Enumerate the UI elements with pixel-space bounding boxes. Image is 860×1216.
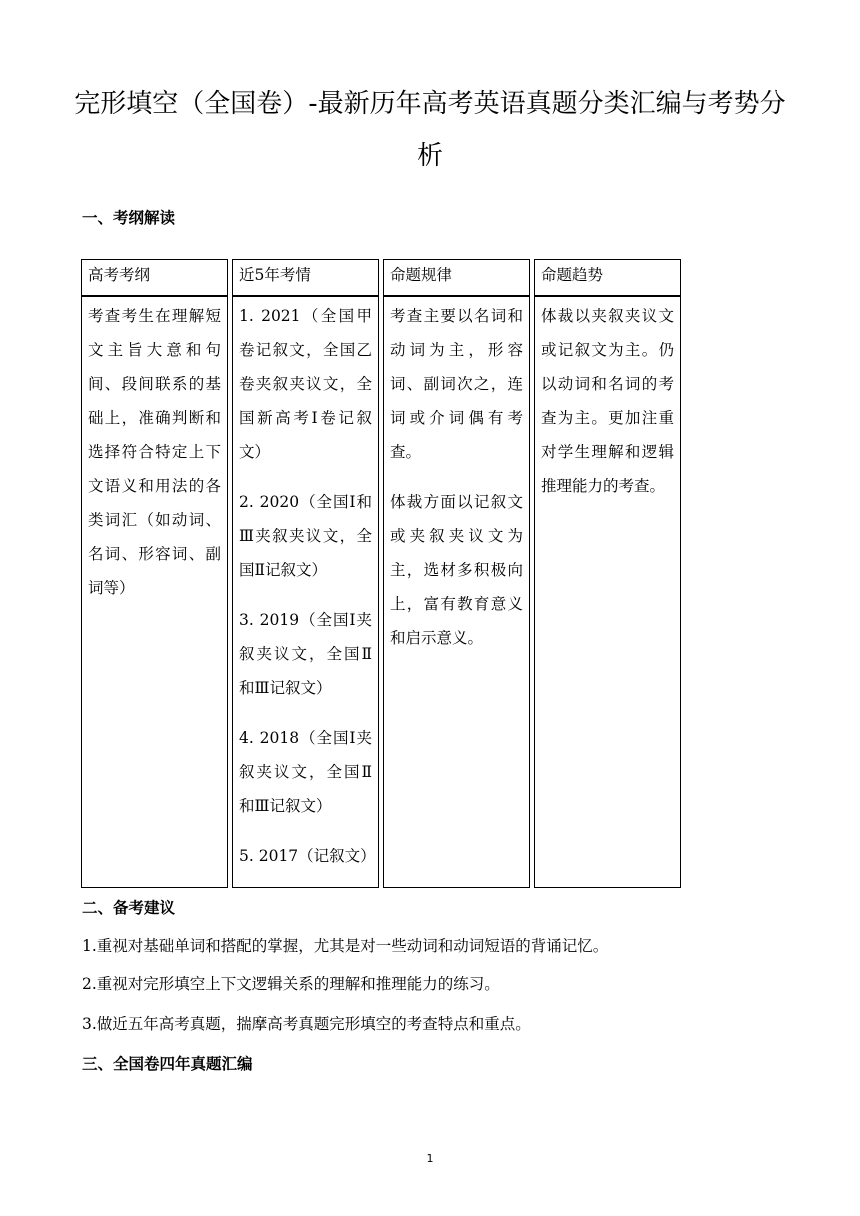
syllabus-text: 考查考生在理解短文主旨大意和句间、段间联系的基础上，准确判断和选择符合特定上下文语义和用法的各类词汇（如动词、名词、形容词、副词等） bbox=[88, 307, 221, 597]
table-header-cell: 近5年考情 bbox=[232, 259, 379, 296]
table-row bbox=[81, 296, 681, 888]
table-cell-syllabus bbox=[81, 296, 228, 888]
section-heading-past-papers: 三、全国卷四年真题汇编 bbox=[82, 1055, 253, 1073]
table-header-row bbox=[81, 259, 681, 296]
table-header-cell: 命题趋势 bbox=[534, 259, 681, 296]
document-title: 完形填空（全国卷）-最新历年高考英语真题分类汇编与考势分析 bbox=[74, 89, 786, 171]
table-cell-patterns bbox=[383, 296, 530, 888]
advice-item: 3.做近五年高考真题，揣摩高考真题完形填空的考查特点和重点。 bbox=[82, 1015, 531, 1033]
page-number: 1 bbox=[426, 1152, 434, 1165]
section-heading-outline: 一、考纲解读 bbox=[82, 209, 176, 227]
advice-item: 2.重视对完形填空上下文逻辑关系的理解和推理能力的练习。 bbox=[82, 975, 500, 993]
table-cell-trends bbox=[534, 296, 681, 888]
pattern-paragraph: 体裁方面以记叙文或夹叙夹议文为主，选材多积极向上，富有教育意义和启示意义。 bbox=[390, 493, 523, 647]
exam-year-item: 5. 2017（记叙文） bbox=[239, 847, 376, 865]
table-header-cell: 命题规律 bbox=[383, 259, 530, 296]
table-cell-recent-exams bbox=[232, 296, 379, 888]
section-heading-advice: 二、备考建议 bbox=[82, 899, 176, 917]
table-header-cell: 高考考纲 bbox=[81, 259, 228, 296]
exam-year-item: 4. 2018（全国Ⅰ夹叙夹议文，全国Ⅱ和Ⅲ记叙文） bbox=[239, 729, 372, 815]
exam-year-item: 2. 2020（全国Ⅰ和Ⅲ夹叙夹议文，全国Ⅱ记叙文） bbox=[239, 493, 372, 579]
exam-year-item: 1. 2021（全国甲卷记叙文，全国乙卷夹叙夹议文，全国新高考Ⅰ卷记叙文） bbox=[239, 307, 372, 461]
exam-year-item: 3. 2019（全国Ⅰ夹叙夹议文，全国Ⅱ和Ⅲ记叙文） bbox=[239, 611, 372, 697]
pattern-paragraph: 考查主要以名词和动词为主，形容词、副词次之，连词或介词偶有考查。 bbox=[390, 307, 523, 461]
trend-text: 体裁以夹叙夹议文或记叙文为主。仍以动词和名词的考查为主。更加注重对学生理解和逻辑推理能力的考查。 bbox=[541, 307, 674, 495]
exam-outline-table bbox=[77, 259, 685, 888]
advice-item: 1.重视对基础单词和搭配的掌握，尤其是对一些动词和动词短语的背诵记忆。 bbox=[82, 937, 609, 955]
